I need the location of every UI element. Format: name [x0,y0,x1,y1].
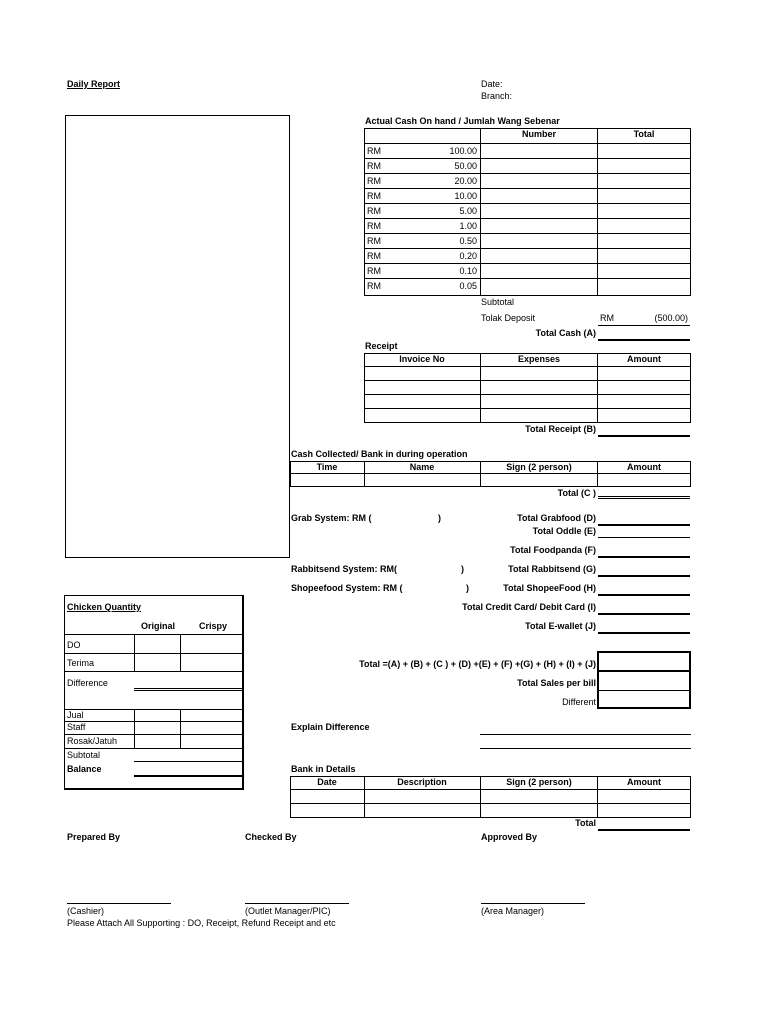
total-credit-card-label: Total Credit Card/ Debit Card (I) [462,602,596,612]
denomination-value: 0.20 [459,251,477,261]
chicken-difference-field[interactable] [134,690,243,691]
denomination-currency: RM [367,146,381,156]
denomination-number-cell[interactable] [481,174,596,187]
denomination-number-cell[interactable] [481,204,596,217]
total-ewallet-field[interactable] [598,632,690,634]
bank-col-sign: Sign (2 person) [506,777,572,787]
shopeefood-system-close: ) [466,583,469,593]
denomination-value: 1.00 [459,221,477,231]
chicken-row-balance: Balance [67,764,102,774]
denomination-total-cell[interactable] [598,234,690,247]
chicken-row-staff: Staff [67,722,86,732]
denomination-total-cell[interactable] [598,189,690,202]
denomination-total-cell[interactable] [598,174,690,187]
denomination-number-cell[interactable] [481,249,596,262]
chicken-quantity-title: Chicken Quantity [67,602,142,612]
denomination-currency: RM [367,161,381,171]
total-receipt-label: Total Receipt (B) [525,424,596,434]
denomination-value: 0.05 [459,281,477,291]
grand-total-field[interactable] [597,670,691,672]
checked-by-label: Checked By [245,832,297,842]
denomination-currency: RM [367,206,381,216]
total-grabfood-field[interactable] [598,524,690,526]
denomination-number-cell[interactable] [481,144,596,157]
cash-collected-title: Cash Collected/ Bank in during operation [291,449,468,459]
subtotal-label: Subtotal [481,297,515,307]
chicken-row-jual: Jual [67,710,84,720]
grab-system-label: Grab System: RM ( [291,513,372,523]
denomination-number-cell[interactable] [481,219,596,232]
denomination-value: 0.10 [459,266,477,276]
denomination-total-cell[interactable] [598,264,690,277]
total-receipt-field[interactable] [598,435,690,437]
chicken-row-rosak: Rosak/Jatuh [67,736,118,746]
denomination-currency: RM [367,191,381,201]
denomination-total-cell[interactable] [598,159,690,172]
receipt-col-amount: Amount [627,354,661,364]
cc-col-amount: Amount [627,462,661,472]
total-sales-per-bill-label: Total Sales per bill [517,678,596,688]
grab-system-close: ) [438,513,441,523]
col-total: Total [633,129,655,139]
total-oddle-field[interactable] [598,537,690,538]
denomination-number-cell[interactable] [481,264,596,277]
outlet-manager-signature-line[interactable] [245,903,349,904]
denomination-total-cell[interactable] [598,249,690,262]
chicken-row-subtotal: Subtotal [67,750,101,760]
receipt-col-expenses: Expenses [517,354,561,364]
chicken-subtotal-field[interactable] [134,761,243,762]
denomination-total-cell[interactable] [598,219,690,232]
chicken-col-original: Original [141,621,176,631]
receipt-col-invoice: Invoice No [399,354,445,364]
cc-col-time: Time [316,462,338,472]
total-grabfood-label: Total Grabfood (D) [517,513,596,523]
denomination-total-cell[interactable] [598,144,690,157]
total-rabbitsend-label: Total Rabbitsend (G) [508,564,596,574]
denomination-currency: RM [367,236,381,246]
tolak-deposit-label: Tolak Deposit [481,313,536,323]
different-label: Different [562,697,596,707]
denomination-total-cell[interactable] [598,279,690,292]
denomination-value: 5.00 [459,206,477,216]
denomination-currency: RM [367,266,381,276]
chicken-row-do: DO [67,640,81,650]
bank-in-title: Bank in Details [291,764,356,774]
shopeefood-system-label: Shopeefood System: RM ( [291,583,403,593]
chicken-row-difference: Difference [67,678,108,688]
bank-col-description: Description [397,777,447,787]
denomination-number-cell[interactable] [481,189,596,202]
bank-col-amount: Amount [627,777,661,787]
date-label: Date: [481,79,503,89]
denomination-value: 10.00 [454,191,477,201]
sales-per-bill-field[interactable] [597,690,691,691]
report-title: Daily Report [67,79,121,89]
total-foodpanda-field[interactable] [598,556,690,558]
cc-col-name: Name [409,462,435,472]
grand-total-formula: Total =(A) + (B) + (C ) + (D) +(E) + (F) +(G) + (H) + (I) + (J) [359,659,596,669]
denomination-value: 100.00 [449,146,477,156]
explain-line-2[interactable] [480,748,691,749]
cashier-signature-line[interactable] [67,903,171,904]
cash-on-hand-title: Actual Cash On hand / Jumlah Wang Sebenar [365,116,560,126]
total-c-label: Total (C ) [557,488,596,498]
total-cash-label: Total Cash (A) [535,328,596,338]
chicken-balance-field[interactable] [134,775,243,777]
rabbitsend-system-close: ) [461,564,464,574]
explain-difference-label: Explain Difference [291,722,370,732]
area-manager-label: (Area Manager) [481,906,545,916]
cc-col-sign: Sign (2 person) [506,462,572,472]
explain-line-1[interactable] [480,734,691,735]
attachment-box[interactable] [65,115,290,558]
cashier-label: (Cashier) [67,906,105,916]
bank-total-field[interactable] [598,829,690,831]
outlet-manager-label: (Outlet Manager/PIC) [245,906,331,916]
total-shopeefood-label: Total ShopeeFood (H) [503,583,596,593]
denomination-number-cell[interactable] [481,234,596,247]
denomination-number-cell[interactable] [481,279,596,292]
total-foodpanda-label: Total Foodpanda (F) [510,545,596,555]
total-c-field[interactable] [598,498,690,499]
tolak-rm: RM [600,313,614,323]
prepared-by-label: Prepared By [67,832,121,842]
denomination-value: 50.00 [454,161,477,171]
total-cash-field[interactable] [598,339,690,341]
total-shopeefood-field[interactable] [598,594,690,596]
footer-note: Please Attach All Supporting : DO, Receipt, Refund Receipt and etc [67,918,336,928]
bank-col-date: Date [317,777,337,787]
denomination-currency: RM [367,251,381,261]
receipt-title: Receipt [365,341,398,351]
bank-total-label: Total [575,818,596,828]
total-oddle-label: Total Oddle (E) [532,526,596,536]
denomination-total-cell[interactable] [598,204,690,217]
chicken-col-crispy: Crispy [199,621,228,631]
denomination-value: 20.00 [454,176,477,186]
denomination-currency: RM [367,176,381,186]
area-manager-signature-line[interactable] [481,903,585,904]
approved-by-label: Approved By [481,832,538,842]
denomination-value: 0.50 [459,236,477,246]
total-credit-card-field[interactable] [598,613,690,615]
branch-label: Branch: [481,91,513,101]
grand-total-box [597,651,691,709]
denomination-number-cell[interactable] [481,159,596,172]
rabbitsend-system-label: Rabbitsend System: RM( [291,564,398,574]
denomination-currency: RM [367,281,381,291]
total-ewallet-label: Total E-wallet (J) [525,621,596,631]
col-number: Number [521,129,556,139]
chicken-row-terima: Terima [67,658,95,668]
denomination-currency: RM [367,221,381,231]
total-rabbitsend-field[interactable] [598,575,690,577]
tolak-deposit-value: (500.00) [654,313,688,323]
